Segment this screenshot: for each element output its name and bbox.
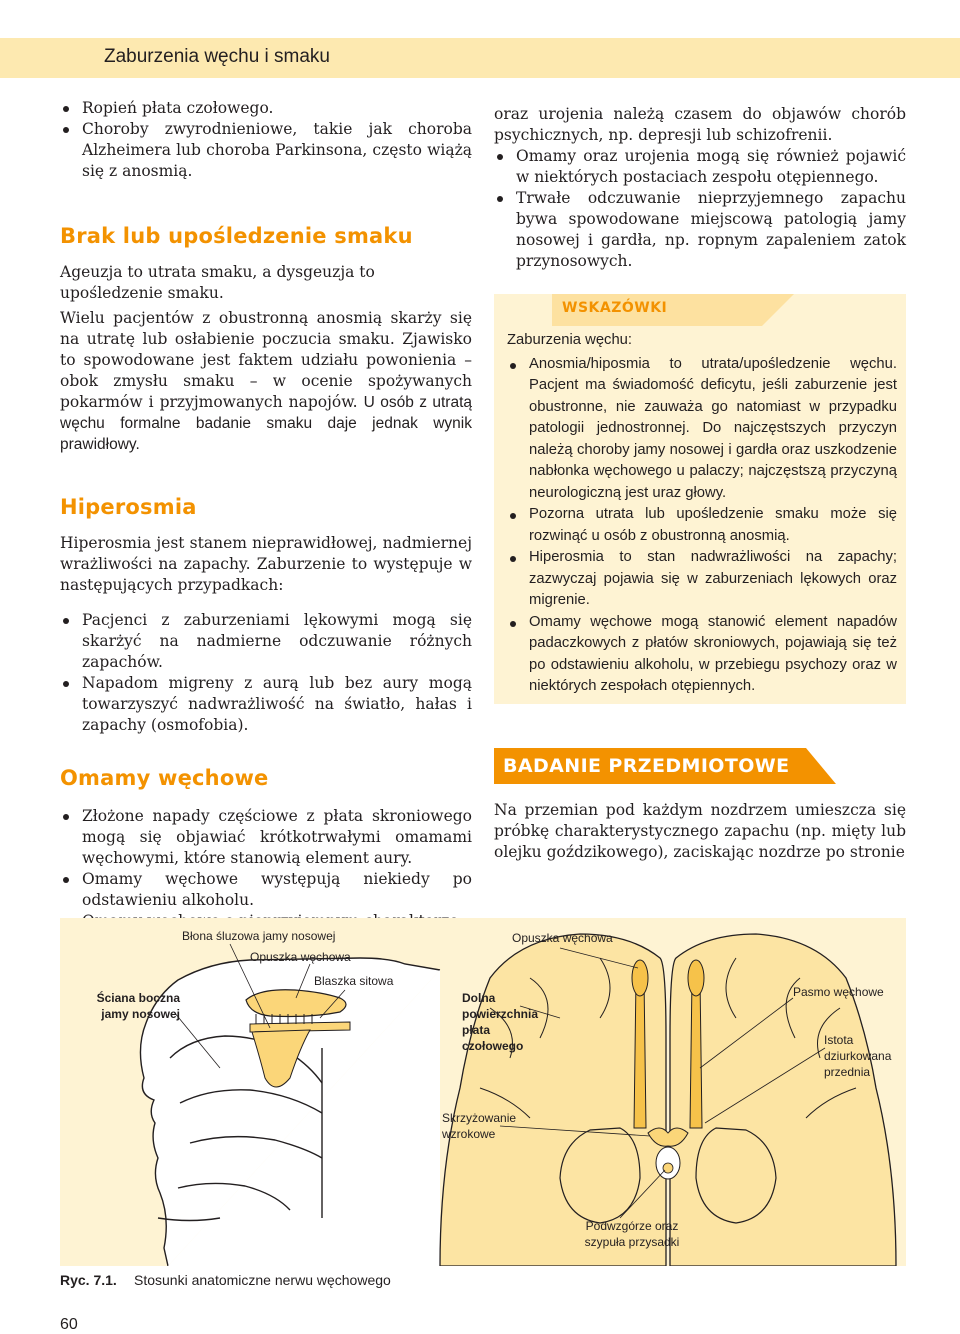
list-item: Omamy węchowe występują niekiedy po odstawieniu alkoholu.	[60, 869, 472, 911]
exam-heading: BADANIE PRZEDMIOTOWE	[503, 755, 790, 777]
anatomy-illustration	[60, 918, 906, 1266]
tips-body	[507, 330, 897, 698]
exam-heading-corner	[806, 748, 836, 784]
tips-tab-corner	[762, 294, 794, 326]
paragraph: Ageuzja to utrata smaku, a dysgeuzja to upośledzenie smaku.	[60, 263, 375, 302]
list-item: Ropień płata czołowego.	[60, 98, 472, 119]
list-item: Napadom migreny z aurą lub bez aury mogą towarzyszyć nadwrażliwość na światło, hałas i zapachy (osmofobia).	[60, 673, 472, 736]
paragraph	[60, 533, 472, 596]
label-olfactory-bulb-left: Opuszka węchowa	[250, 950, 351, 964]
paragraph-text: Zaburzenie to występuje w następujących przypadkach:	[60, 555, 472, 594]
figure-caption: Stosunki anatomiczne nerwu węchowego	[134, 1272, 391, 1288]
label-hypothalamus: Podwzgórze oraz szypuła przysadki	[584, 1219, 680, 1249]
exam-paragraph	[494, 800, 906, 863]
list-item: Trwałe odczuwanie nieprzyjemnego zapachu bywa spowodowane miejscową patologią jamy nosowej i gardła, np. ropnym zapaleniem zatok przynosowych.	[494, 188, 906, 272]
list-item: Omamy oraz urojenia mogą się również pojawić w niektórych postaciach zespołu otępiennego.	[494, 146, 906, 188]
running-header-title: Zaburzenia węchu i smaku	[104, 46, 330, 67]
label-anterior-perforated: Istota dziurkowana przednia	[824, 1033, 892, 1079]
list-item: Złożone napady częściowe z płata skroniowego mogą się objawiać krótkotrwałymi omamami węchowymi, które stanowią element aury.	[60, 806, 472, 869]
paragraph-text: Hiperosmia jest stanem nieprawidłowej, nadmiernej wrażliwości na zapachy.	[60, 534, 472, 573]
right-bullet-list	[494, 146, 906, 272]
label-frontal-lobe: Dolna powierzchnia płata czołowego	[462, 991, 539, 1053]
label-optic-chiasm: Skrzyżowanie wzrokowe	[442, 1111, 517, 1141]
list-item: Pozorna utrata lub upośledzenie smaku może się rozwinąć u osób z obustronną anosmią.	[507, 504, 897, 547]
right-column	[494, 104, 906, 272]
page-number: 60	[60, 1316, 78, 1333]
label-olfactory-tract: Pasmo węchowe	[793, 985, 884, 999]
figure-number: Ryc. 7.1.	[60, 1272, 117, 1288]
list-item: Omamy węchowe mogą stanowić element napadów padaczkowych z płatów skroniowych, pojawiają się też po odstawieniu alkoholu, w przebiegu psychozy oraz w niektórych zespołach otępiennych.	[507, 612, 897, 698]
label-lateral-wall: Ściana boczna jamy nosowej	[96, 991, 180, 1021]
list-item: Hiperosmia to stan nadwrażliwości na zapachy; zazwyczaj pojawia się w zaburzeniach lękowych oraz migrenie.	[507, 547, 897, 612]
list-item: Anosmia/hiposmia to utrata/upośledzenie węchu. Pacjent ma świadomość deficytu, jeśli zaburzenie jest obustronne, nie zauważa go natomiast w przypadku patologii jednostronnej. Do najczęstszych przyczyn należą choroby jamy nosowej i gardła oraz uszkodzenie nabłonka węchowego u palaczy; najczęstszą przyczyną neurologiczną jest uraz głowy.	[507, 354, 897, 505]
left-column	[60, 98, 472, 932]
hiperosmia-bullet-list	[60, 610, 472, 736]
label-cribriform-plate: Blaszka sitowa	[314, 974, 394, 988]
section-heading-hiperosmia: Hiperosmia	[60, 495, 197, 519]
tips-intro: Zaburzenia węchu:	[507, 332, 633, 348]
tips-bullet-list	[507, 354, 897, 698]
anatomy-figure	[60, 918, 906, 1266]
list-item: Choroby zwyrodnieniowe, takie jak choroba Alzheimera lub choroba Parkinsona, często wiążą się z anosmią.	[60, 119, 472, 182]
section-heading-smell-taste: Brak lub upośledzenie smaku	[60, 224, 413, 248]
label-olfactory-bulb-right: Opuszka węchowa	[512, 931, 613, 945]
paragraph	[60, 308, 472, 455]
omamy-bullet-list	[60, 806, 472, 932]
label-mucosa: Błona śluzowa jamy nosowej	[182, 929, 336, 943]
intro-bullet-list	[60, 98, 472, 182]
tips-title: WSKAZÓWKI	[562, 300, 668, 316]
paragraph: Na przemian pod każdym nozdrzem umieszcza się próbkę charakterystycznego zapachu (np. mięty lub olejku goździkowego), zaciskając nozdrze po stronie	[494, 801, 906, 861]
list-item: Pacjenci z zaburzeniami lękowymi mogą się skarżyć na nadmierne odczuwanie różnych zapachów.	[60, 610, 472, 673]
section-heading-omamy: Omamy węchowe	[60, 766, 269, 790]
paragraph-text-sans: U osób z utratą węchu formalne badanie smaku daje jednak wynik prawidłowy.	[60, 394, 472, 453]
paragraph: oraz urojenia należą czasem do objawów chorób psychicznych, np. depresji lub schizofrenii.	[494, 105, 906, 144]
paragraph-text: Wielu pacjentów z obustronną anosmią skarży się na utratę lub osłabienie poczucia smaku. Zjawisko to spowodowane jest faktem udziału powonienia – obok zmysłu smaku – w ocenie spożywanych pokarmów i przyjmowanych napojów.	[60, 309, 472, 411]
